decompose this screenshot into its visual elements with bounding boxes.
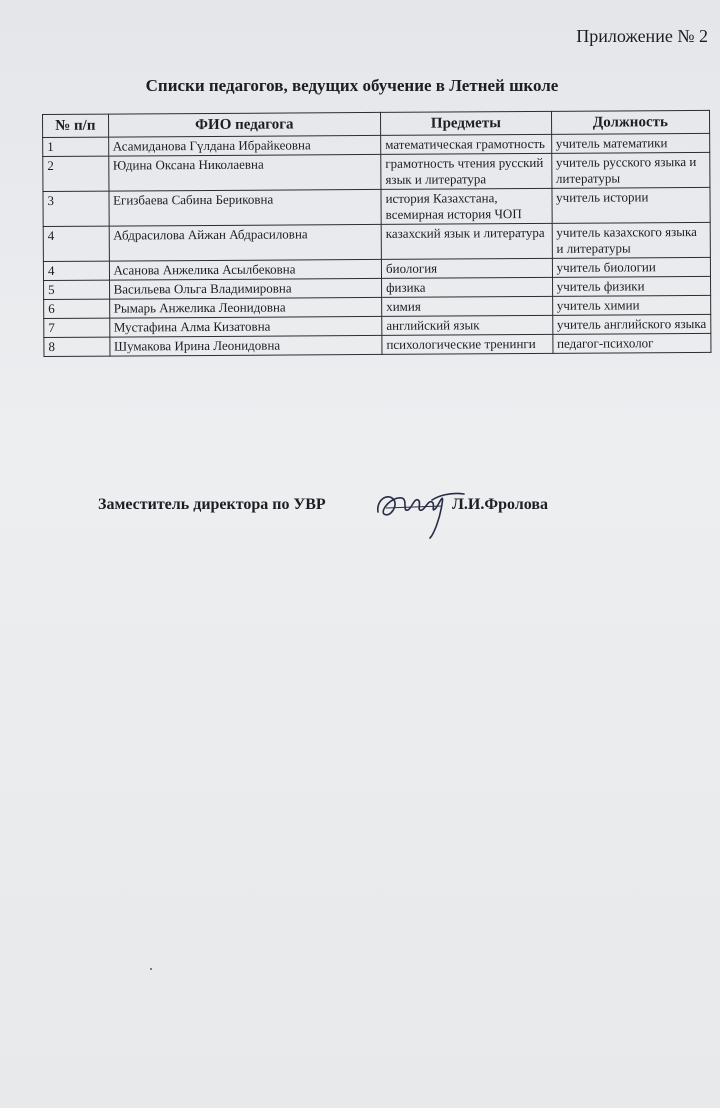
document-title: Списки педагогов, ведущих обучение в Летней школе (145, 76, 559, 95)
teacher-position: педагог-психолог (552, 333, 710, 353)
teacher-subjects: грамотность чтения русский язык и литература (381, 153, 552, 189)
teacher-name: Юдина Оксана Николаевна (108, 154, 381, 191)
header-number: № п/п (43, 114, 109, 137)
teacher-subjects: математическая грамотность (381, 134, 552, 154)
teacher-position: учитель химии (552, 295, 710, 315)
teacher-name: Егизбаева Сабина Бериковна (108, 189, 381, 226)
teacher-name: Рымарь Анжелика Леонидовна (109, 297, 382, 318)
teacher-position: учитель английского языка (552, 314, 710, 334)
paper-speck (150, 968, 152, 970)
teacher-name: Абдрасилова Айжан Абдрасиловна (109, 224, 382, 261)
row-number: 4 (43, 261, 109, 280)
teacher-name: Шумакова Ирина Леонидовна (109, 335, 382, 356)
teacher-position: учитель физики (552, 276, 710, 296)
table-row (44, 333, 711, 356)
teacher-subjects: история Казахстана, всемирная история ЧОП (381, 188, 552, 224)
teacher-subjects: английский язык (382, 315, 553, 335)
teacher-position: учитель русского языка и литературы (551, 152, 710, 188)
signer-name: Л.И.Фролова (452, 496, 549, 513)
row-number: 2 (43, 156, 109, 191)
teacher-name: Васильева Ольга Владимировна (109, 278, 382, 299)
teacher-name: Мустафина Алма Кизатовна (109, 316, 382, 337)
header-position: Должность (551, 110, 710, 134)
row-number: 7 (44, 318, 110, 337)
teacher-position: учитель истории (552, 187, 711, 223)
teacher-position: учитель биологии (552, 257, 710, 277)
header-subjects: Предметы (381, 111, 552, 135)
row-number: 1 (43, 137, 109, 156)
table-row (43, 187, 710, 226)
teacher-position: учитель казахского языка и литературы (552, 222, 711, 258)
table-row (43, 222, 710, 261)
row-number: 4 (43, 226, 109, 261)
teacher-subjects: химия (382, 296, 553, 316)
appendix-label: Приложение № 2 (576, 26, 708, 46)
row-number: 6 (44, 299, 110, 318)
header-name: ФИО педагога (108, 112, 381, 137)
teacher-subjects: казахский язык и литература (381, 223, 552, 259)
row-number: 5 (44, 280, 110, 299)
handwritten-signature (372, 478, 468, 542)
teacher-subjects: биология (381, 258, 552, 278)
teacher-name: Асанова Анжелика Асылбековна (109, 259, 382, 280)
row-number: 8 (44, 337, 110, 356)
teacher-subjects: психологические тренинги (382, 334, 553, 354)
teacher-subjects: физика (382, 277, 553, 297)
row-number: 3 (43, 191, 109, 226)
teacher-name: Асамиданова Гүлдана Ибрайкеовна (108, 135, 381, 156)
teacher-position: учитель математики (551, 133, 709, 153)
signer-role: Заместитель директора по УВР (98, 496, 326, 513)
table-row (43, 152, 710, 191)
teachers-table (42, 110, 711, 357)
